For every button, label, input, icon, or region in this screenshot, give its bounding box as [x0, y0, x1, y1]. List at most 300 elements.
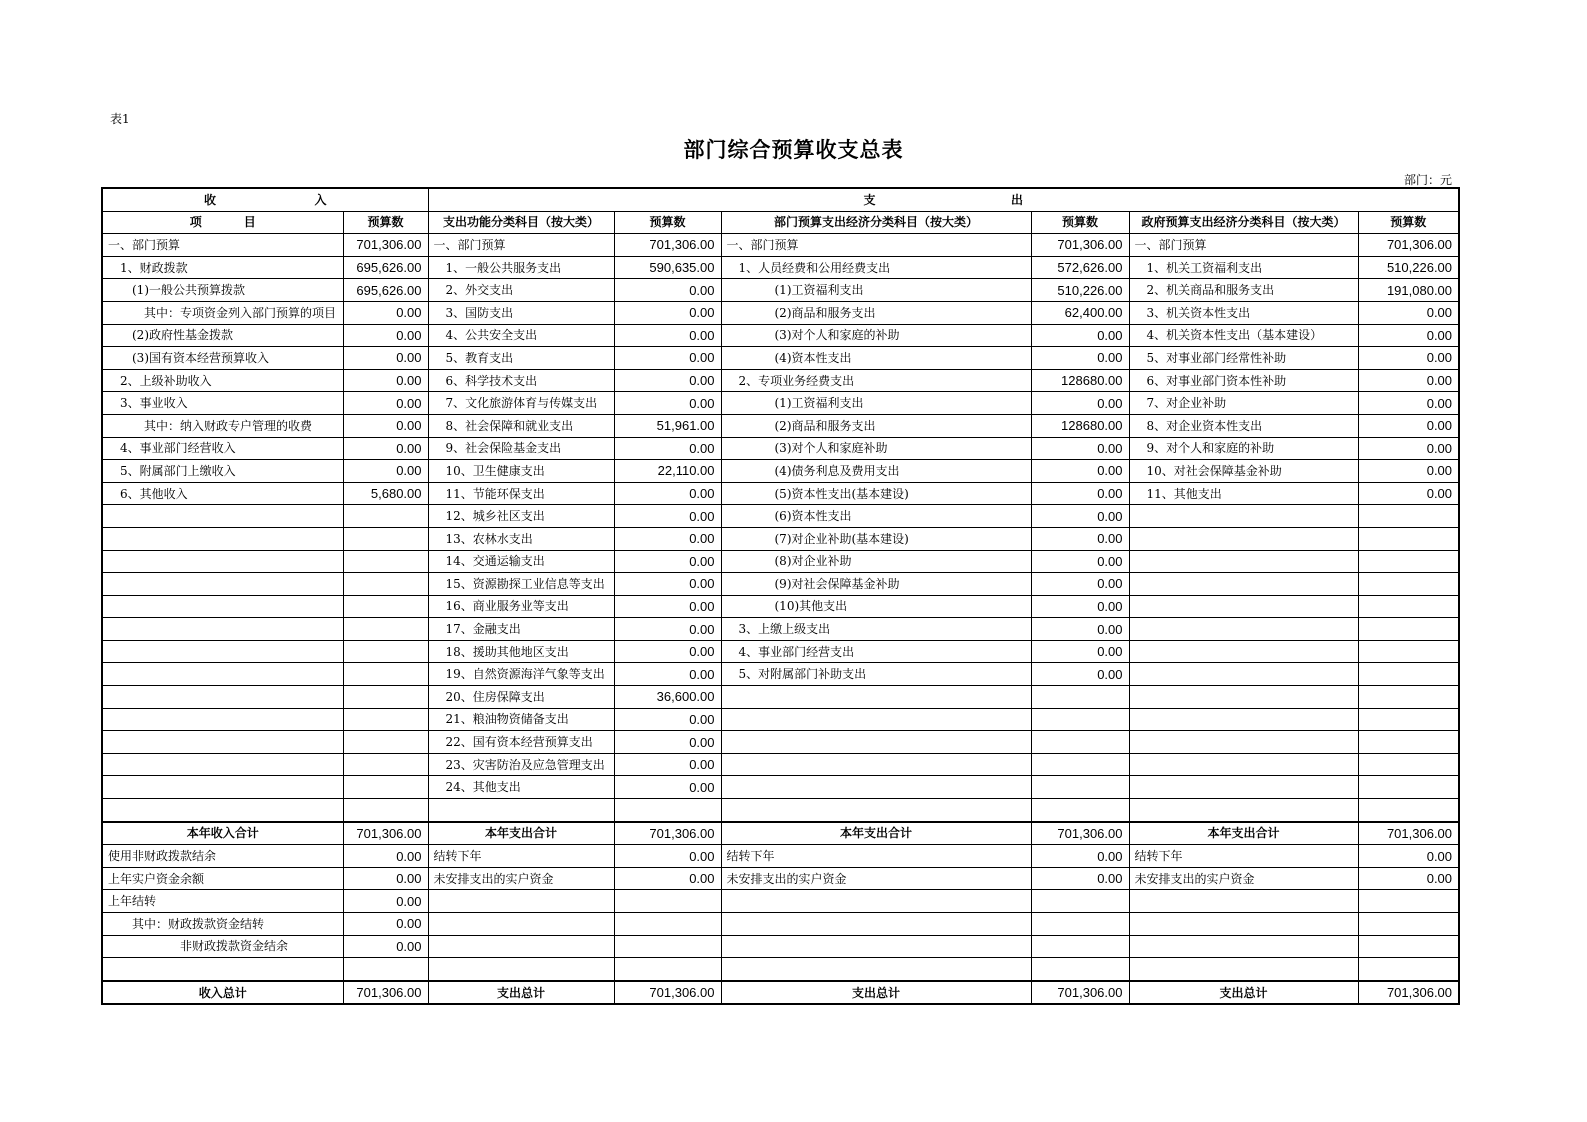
expense-char-2: 出: [1011, 192, 1024, 207]
income-item-cell: (1)一般公共预算拨款: [102, 279, 343, 302]
table-row: [102, 505, 1459, 528]
income-item-cell: 使用非财政拨款结余: [102, 845, 343, 868]
gov-econ-amount-cell: 0.00: [1358, 324, 1459, 347]
gov-econ-amount-cell: [1358, 595, 1459, 618]
func-amount-cell: [614, 799, 721, 822]
column-header-row: [102, 211, 1459, 234]
gov-econ-amount-cell: [1358, 935, 1459, 958]
income-item-cell: 其中：纳入财政专户管理的收费: [102, 414, 343, 437]
gov-econ-amount-cell: [1358, 663, 1459, 686]
func-amount-cell: 701,306.00: [614, 234, 721, 257]
dept-econ-amount-cell: [1031, 776, 1129, 799]
table-row: [102, 686, 1459, 709]
table-row: [102, 324, 1459, 347]
dept-econ-amount-cell: 0.00: [1031, 618, 1129, 641]
func-amount-cell: 22,110.00: [614, 460, 721, 483]
income-amount-cell: [343, 573, 428, 596]
dept-econ-item-cell: 2、专项业务经费支出: [721, 369, 1031, 392]
income-amount-cell: 0.00: [343, 460, 428, 483]
func-amount-cell: 0.00: [614, 753, 721, 776]
dept-econ-amount-cell: 0.00: [1031, 324, 1129, 347]
func-amount-cell: 0.00: [614, 482, 721, 505]
func-amount-cell: 0.00: [614, 369, 721, 392]
table-row: [102, 618, 1459, 641]
gov-econ-amount-cell: 701,306.00: [1358, 822, 1459, 845]
dept-econ-amount-cell: 701,306.00: [1031, 234, 1129, 257]
dept-econ-item-cell: (3)对个人和家庭的补助: [721, 324, 1031, 347]
func-item-cell: 7、文化旅游体育与传媒支出: [428, 392, 614, 415]
gov-econ-item-cell: [1129, 776, 1358, 799]
income-item-cell: [102, 573, 343, 596]
income-amount-cell: [343, 686, 428, 709]
dept-econ-amount-cell: [1031, 799, 1129, 822]
table-row: [102, 460, 1459, 483]
table-row: [102, 550, 1459, 573]
gov-econ-item-cell: [1129, 799, 1358, 822]
table-row: [102, 731, 1459, 754]
dept-econ-item-cell: (8)对企业补助: [721, 550, 1031, 573]
func-amount-cell: [614, 935, 721, 958]
gov-econ-item-cell: 8、对企业资本性支出: [1129, 414, 1358, 437]
gov-econ-item-cell: 3、机关资本性支出: [1129, 301, 1358, 324]
dept-econ-amount-cell: 0.00: [1031, 640, 1129, 663]
gov-econ-amount-cell: 0.00: [1358, 845, 1459, 868]
table-row: [102, 845, 1459, 868]
gov-econ-amount-cell: 0.00: [1358, 301, 1459, 324]
gov-econ-amount-cell: 701,306.00: [1358, 234, 1459, 257]
dept-econ-item-cell: [721, 890, 1031, 913]
gov-econ-item-cell: 结转下年: [1129, 845, 1358, 868]
income-item-cell: [102, 776, 343, 799]
func-item-cell: 23、灾害防治及应急管理支出: [428, 753, 614, 776]
table-row: [102, 708, 1459, 731]
dept-econ-item-cell: (7)对企业补助(基本建设): [721, 527, 1031, 550]
income-amount-cell: [343, 640, 428, 663]
func-amount-cell: 0.00: [614, 845, 721, 868]
gov-econ-amount-cell: 0.00: [1358, 460, 1459, 483]
dept-econ-amount-cell: 701,306.00: [1031, 981, 1129, 1005]
income-item-cell: [102, 708, 343, 731]
func-item-cell: 一、部门预算: [428, 234, 614, 257]
func-amount-cell: 0.00: [614, 595, 721, 618]
gov-econ-amount-cell: [1358, 708, 1459, 731]
gov-econ-item-cell: 7、对企业补助: [1129, 392, 1358, 415]
income-item-cell: [102, 527, 343, 550]
dept-econ-item-cell: (4)债务利息及费用支出: [721, 460, 1031, 483]
gov-econ-amount-cell: 0.00: [1358, 437, 1459, 460]
dept-econ-item-cell: 本年支出合计: [721, 822, 1031, 845]
income-item-cell: [102, 550, 343, 573]
func-item-cell: [428, 890, 614, 913]
func-amount-cell: 0.00: [614, 347, 721, 370]
func-item-cell: 2、外交支出: [428, 279, 614, 302]
gov-econ-amount-cell: 0.00: [1358, 867, 1459, 890]
income-item-cell: 1、财政拨款: [102, 256, 343, 279]
func-item-cell: 1、一般公共服务支出: [428, 256, 614, 279]
func-item-cell: 11、节能环保支出: [428, 482, 614, 505]
gov-econ-item-cell: [1129, 913, 1358, 936]
gov-econ-item-cell: 未安排支出的实户资金: [1129, 867, 1358, 890]
income-char-2: 入: [314, 192, 327, 207]
income-item-cell: [102, 799, 343, 822]
dept-econ-item-cell: 支出总计: [721, 981, 1031, 1005]
func-item-cell: 24、其他支出: [428, 776, 614, 799]
table-row: [102, 890, 1459, 913]
dept-econ-item-cell: (2)商品和服务支出: [721, 414, 1031, 437]
income-item-cell: 上年结转: [102, 890, 343, 913]
gov-econ-item-cell: 9、对个人和家庭的补助: [1129, 437, 1358, 460]
func-item-cell: [428, 799, 614, 822]
expense-char-1: 支: [863, 192, 876, 207]
gov-econ-amount-cell: [1358, 640, 1459, 663]
income-item-cell: [102, 663, 343, 686]
income-item-cell: 2、上级补助收入: [102, 369, 343, 392]
income-item-cell: (3)国有资本经营预算收入: [102, 347, 343, 370]
dept-econ-amount-cell: [1031, 753, 1129, 776]
dept-econ-amount-cell: [1031, 708, 1129, 731]
unit-label: 部门：元: [1403, 173, 1452, 187]
func-item-cell: 8、社会保障和就业支出: [428, 414, 614, 437]
func-item-cell: 3、国防支出: [428, 301, 614, 324]
income-item-cell: 5、附属部门上缴收入: [102, 460, 343, 483]
table-row: [102, 867, 1459, 890]
func-amount-cell: 0.00: [614, 324, 721, 347]
income-item-cell: 4、事业部门经营收入: [102, 437, 343, 460]
table-row: [102, 256, 1459, 279]
gov-econ-amount-cell: [1358, 527, 1459, 550]
gov-econ-item-cell: [1129, 958, 1358, 981]
income-amount-cell: [343, 799, 428, 822]
income-amount-cell: [343, 618, 428, 641]
dept-econ-item-cell: 3、上缴上级支出: [721, 618, 1031, 641]
gov-econ-amount-cell: 510,226.00: [1358, 256, 1459, 279]
expense-section-header: [428, 188, 1459, 211]
dept-econ-amount-cell: 0.00: [1031, 550, 1129, 573]
table-row: [102, 640, 1459, 663]
income-amount-cell: [343, 550, 428, 573]
income-char-1: 收: [204, 192, 217, 207]
dept-econ-class-column-header: 部门预算支出经济分类科目（按大类）: [721, 211, 1031, 234]
income-item-cell: 3、事业收入: [102, 392, 343, 415]
gov-econ-item-cell: [1129, 890, 1358, 913]
amount-column-header: 预算数: [343, 211, 428, 234]
income-amount-cell: [343, 527, 428, 550]
func-item-cell: 未安排支出的实户资金: [428, 867, 614, 890]
income-amount-cell: 701,306.00: [343, 822, 428, 845]
func-amount-cell: 701,306.00: [614, 822, 721, 845]
income-item-cell: 非财政拨款资金结余: [102, 935, 343, 958]
func-amount-cell: [614, 913, 721, 936]
dept-econ-amount-cell: 0.00: [1031, 392, 1129, 415]
dept-econ-item-cell: [721, 935, 1031, 958]
func-item-cell: 14、交通运输支出: [428, 550, 614, 573]
income-amount-cell: [343, 708, 428, 731]
gov-econ-amount-cell: 191,080.00: [1358, 279, 1459, 302]
func-amount-cell: 0.00: [614, 505, 721, 528]
gov-econ-item-cell: [1129, 527, 1358, 550]
income-amount-cell: 695,626.00: [343, 279, 428, 302]
table-row: [102, 935, 1459, 958]
table-row: [102, 753, 1459, 776]
amount-column-header: 预算数: [614, 211, 721, 234]
gov-econ-item-cell: [1129, 708, 1358, 731]
gov-econ-amount-cell: 701,306.00: [1358, 981, 1459, 1005]
income-item-cell: 其中：财政拨款资金结转: [102, 913, 343, 936]
income-amount-cell: 0.00: [343, 437, 428, 460]
income-item-cell: 上年实户资金余额: [102, 867, 343, 890]
table-row: [102, 527, 1459, 550]
income-item-cell: [102, 595, 343, 618]
func-amount-cell: 0.00: [614, 437, 721, 460]
gov-econ-item-cell: 2、机关商品和服务支出: [1129, 279, 1358, 302]
dept-econ-amount-cell: 0.00: [1031, 595, 1129, 618]
func-item-cell: 18、援助其他地区支出: [428, 640, 614, 663]
income-item-cell: [102, 640, 343, 663]
table-number: 表1: [110, 112, 130, 126]
income-item-cell: 其中：专项资金列入部门预算的项目: [102, 301, 343, 324]
gov-econ-amount-cell: [1358, 753, 1459, 776]
gov-econ-item-cell: [1129, 731, 1358, 754]
dept-econ-amount-cell: [1031, 890, 1129, 913]
gov-econ-item-cell: 6、对事业部门资本性补助: [1129, 369, 1358, 392]
gov-econ-item-cell: 11、其他支出: [1129, 482, 1358, 505]
gov-econ-amount-cell: 0.00: [1358, 392, 1459, 415]
income-amount-cell: [343, 776, 428, 799]
func-amount-cell: 0.00: [614, 527, 721, 550]
func-amount-cell: 0.00: [614, 573, 721, 596]
func-class-column-header: 支出功能分类科目（按大类）: [428, 211, 614, 234]
func-amount-cell: [614, 958, 721, 981]
dept-econ-amount-cell: 0.00: [1031, 437, 1129, 460]
func-amount-cell: 0.00: [614, 301, 721, 324]
income-amount-cell: [343, 505, 428, 528]
income-item-cell: [102, 618, 343, 641]
table-row: [102, 301, 1459, 324]
gov-econ-amount-cell: 0.00: [1358, 414, 1459, 437]
gov-econ-item-cell: [1129, 935, 1358, 958]
func-amount-cell: 0.00: [614, 279, 721, 302]
func-item-cell: 4、公共安全支出: [428, 324, 614, 347]
table-row: [102, 663, 1459, 686]
income-amount-cell: 695,626.00: [343, 256, 428, 279]
gov-econ-item-cell: 5、对事业部门经常性补助: [1129, 347, 1358, 370]
dept-econ-amount-cell: 128680.00: [1031, 369, 1129, 392]
gov-econ-class-column-header: 政府预算支出经济分类科目（按大类）: [1129, 211, 1358, 234]
dept-econ-item-cell: 5、对附属部门补助支出: [721, 663, 1031, 686]
income-amount-cell: 0.00: [343, 324, 428, 347]
func-item-cell: [428, 935, 614, 958]
dept-econ-amount-cell: 0.00: [1031, 845, 1129, 868]
table-row: [102, 981, 1459, 1005]
dept-econ-amount-cell: 0.00: [1031, 573, 1129, 596]
dept-econ-item-cell: (5)资本性支出(基本建设): [721, 482, 1031, 505]
income-amount-cell: 0.00: [343, 369, 428, 392]
table-row: [102, 279, 1459, 302]
table-row: [102, 595, 1459, 618]
gov-econ-amount-cell: 0.00: [1358, 482, 1459, 505]
dept-econ-item-cell: 一、部门预算: [721, 234, 1031, 257]
dept-econ-item-cell: [721, 708, 1031, 731]
dept-econ-item-cell: 1、人员经费和公用经费支出: [721, 256, 1031, 279]
gov-econ-amount-cell: [1358, 505, 1459, 528]
table-row: [102, 414, 1459, 437]
gov-econ-item-cell: [1129, 663, 1358, 686]
dept-econ-amount-cell: [1031, 935, 1129, 958]
gov-econ-amount-cell: 0.00: [1358, 347, 1459, 370]
func-amount-cell: 0.00: [614, 731, 721, 754]
table-row: [102, 369, 1459, 392]
income-amount-cell: 0.00: [343, 867, 428, 890]
dept-econ-amount-cell: 0.00: [1031, 347, 1129, 370]
gov-econ-amount-cell: 0.00: [1358, 369, 1459, 392]
func-amount-cell: 0.00: [614, 663, 721, 686]
gov-econ-item-cell: [1129, 595, 1358, 618]
func-item-cell: 5、教育支出: [428, 347, 614, 370]
dept-econ-item-cell: (3)对个人和家庭补助: [721, 437, 1031, 460]
gov-econ-amount-cell: [1358, 776, 1459, 799]
func-item-cell: 6、科学技术支出: [428, 369, 614, 392]
table-row: [102, 482, 1459, 505]
func-amount-cell: [614, 890, 721, 913]
func-item-cell: 19、自然资源海洋气象等支出: [428, 663, 614, 686]
gov-econ-item-cell: [1129, 753, 1358, 776]
income-amount-cell: 0.00: [343, 913, 428, 936]
dept-econ-amount-cell: [1031, 686, 1129, 709]
gov-econ-amount-cell: [1358, 731, 1459, 754]
amount-column-header: 预算数: [1358, 211, 1459, 234]
dept-econ-item-cell: 未安排支出的实户资金: [721, 867, 1031, 890]
func-item-cell: 21、粮油物资储备支出: [428, 708, 614, 731]
dept-econ-item-cell: [721, 776, 1031, 799]
income-item-cell: [102, 753, 343, 776]
func-amount-cell: 701,306.00: [614, 981, 721, 1005]
income-amount-cell: 0.00: [343, 414, 428, 437]
dept-econ-amount-cell: 0.00: [1031, 527, 1129, 550]
income-amount-cell: [343, 663, 428, 686]
dept-econ-item-cell: (6)资本性支出: [721, 505, 1031, 528]
dept-econ-item-cell: (2)商品和服务支出: [721, 301, 1031, 324]
dept-econ-amount-cell: 0.00: [1031, 505, 1129, 528]
income-amount-cell: [343, 958, 428, 981]
income-amount-cell: 701,306.00: [343, 981, 428, 1005]
income-amount-cell: [343, 753, 428, 776]
income-amount-cell: 701,306.00: [343, 234, 428, 257]
gov-econ-amount-cell: [1358, 958, 1459, 981]
table-row: [102, 437, 1459, 460]
func-item-cell: [428, 913, 614, 936]
dept-econ-item-cell: (10)其他支出: [721, 595, 1031, 618]
income-amount-cell: 0.00: [343, 845, 428, 868]
func-item-cell: 20、住房保障支出: [428, 686, 614, 709]
func-item-cell: 16、商业服务业等支出: [428, 595, 614, 618]
func-item-cell: 15、资源勘探工业信息等支出: [428, 573, 614, 596]
income-amount-cell: [343, 731, 428, 754]
item-char-1: 项: [189, 215, 202, 230]
dept-econ-amount-cell: 0.00: [1031, 663, 1129, 686]
dept-econ-item-cell: 4、事业部门经营支出: [721, 640, 1031, 663]
func-amount-cell: 51,961.00: [614, 414, 721, 437]
income-item-cell: 6、其他收入: [102, 482, 343, 505]
table-row: [102, 347, 1459, 370]
income-amount-cell: 0.00: [343, 890, 428, 913]
item-char-2: 目: [243, 215, 256, 230]
gov-econ-item-cell: [1129, 573, 1358, 596]
gov-econ-item-cell: [1129, 505, 1358, 528]
dept-econ-item-cell: [721, 753, 1031, 776]
func-amount-cell: 36,600.00: [614, 686, 721, 709]
dept-econ-amount-cell: 0.00: [1031, 482, 1129, 505]
dept-econ-amount-cell: 62,400.00: [1031, 301, 1129, 324]
gov-econ-item-cell: [1129, 686, 1358, 709]
dept-econ-item-cell: [721, 686, 1031, 709]
func-item-cell: 12、城乡社区支出: [428, 505, 614, 528]
dept-econ-amount-cell: [1031, 913, 1129, 936]
func-amount-cell: 0.00: [614, 392, 721, 415]
gov-econ-amount-cell: [1358, 890, 1459, 913]
income-amount-cell: 0.00: [343, 301, 428, 324]
func-item-cell: 9、社会保险基金支出: [428, 437, 614, 460]
table-row: [102, 958, 1459, 981]
func-item-cell: 17、金融支出: [428, 618, 614, 641]
income-item-cell: 一、部门预算: [102, 234, 343, 257]
income-amount-cell: 0.00: [343, 935, 428, 958]
gov-econ-item-cell: 1、机关工资福利支出: [1129, 256, 1358, 279]
income-amount-cell: 5,680.00: [343, 482, 428, 505]
dept-econ-item-cell: [721, 958, 1031, 981]
func-amount-cell: 0.00: [614, 708, 721, 731]
func-item-cell: 本年支出合计: [428, 822, 614, 845]
table-row: [102, 234, 1459, 257]
dept-econ-item-cell: 结转下年: [721, 845, 1031, 868]
dept-econ-amount-cell: 0.00: [1031, 460, 1129, 483]
func-amount-cell: 0.00: [614, 618, 721, 641]
income-item-cell: (2)政府性基金拨款: [102, 324, 343, 347]
table-row: [102, 913, 1459, 936]
gov-econ-item-cell: 本年支出合计: [1129, 822, 1358, 845]
income-amount-cell: 0.00: [343, 392, 428, 415]
table-row: [102, 799, 1459, 822]
gov-econ-amount-cell: [1358, 913, 1459, 936]
func-item-cell: 10、卫生健康支出: [428, 460, 614, 483]
gov-econ-item-cell: [1129, 640, 1358, 663]
gov-econ-item-cell: 4、机关资本性支出（基本建设）: [1129, 324, 1358, 347]
table-row: [102, 776, 1459, 799]
gov-econ-amount-cell: [1358, 686, 1459, 709]
table-row: [102, 392, 1459, 415]
func-amount-cell: 0.00: [614, 867, 721, 890]
budget-summary-table: [101, 187, 1460, 1005]
dept-econ-item-cell: (1)工资福利支出: [721, 279, 1031, 302]
func-item-cell: [428, 958, 614, 981]
func-amount-cell: 0.00: [614, 776, 721, 799]
func-item-cell: 结转下年: [428, 845, 614, 868]
item-column-header: [102, 211, 343, 234]
income-section-header: [102, 188, 428, 211]
dept-econ-amount-cell: 510,226.00: [1031, 279, 1129, 302]
func-item-cell: 13、农林水支出: [428, 527, 614, 550]
income-item-cell: 收入总计: [102, 981, 343, 1005]
gov-econ-amount-cell: [1358, 573, 1459, 596]
gov-econ-item-cell: [1129, 618, 1358, 641]
dept-econ-item-cell: [721, 913, 1031, 936]
gov-econ-amount-cell: [1358, 799, 1459, 822]
income-amount-cell: [343, 595, 428, 618]
dept-econ-item-cell: [721, 799, 1031, 822]
dept-econ-amount-cell: 572,626.00: [1031, 256, 1129, 279]
func-amount-cell: 0.00: [614, 550, 721, 573]
gov-econ-item-cell: 一、部门预算: [1129, 234, 1358, 257]
dept-econ-amount-cell: 701,306.00: [1031, 822, 1129, 845]
